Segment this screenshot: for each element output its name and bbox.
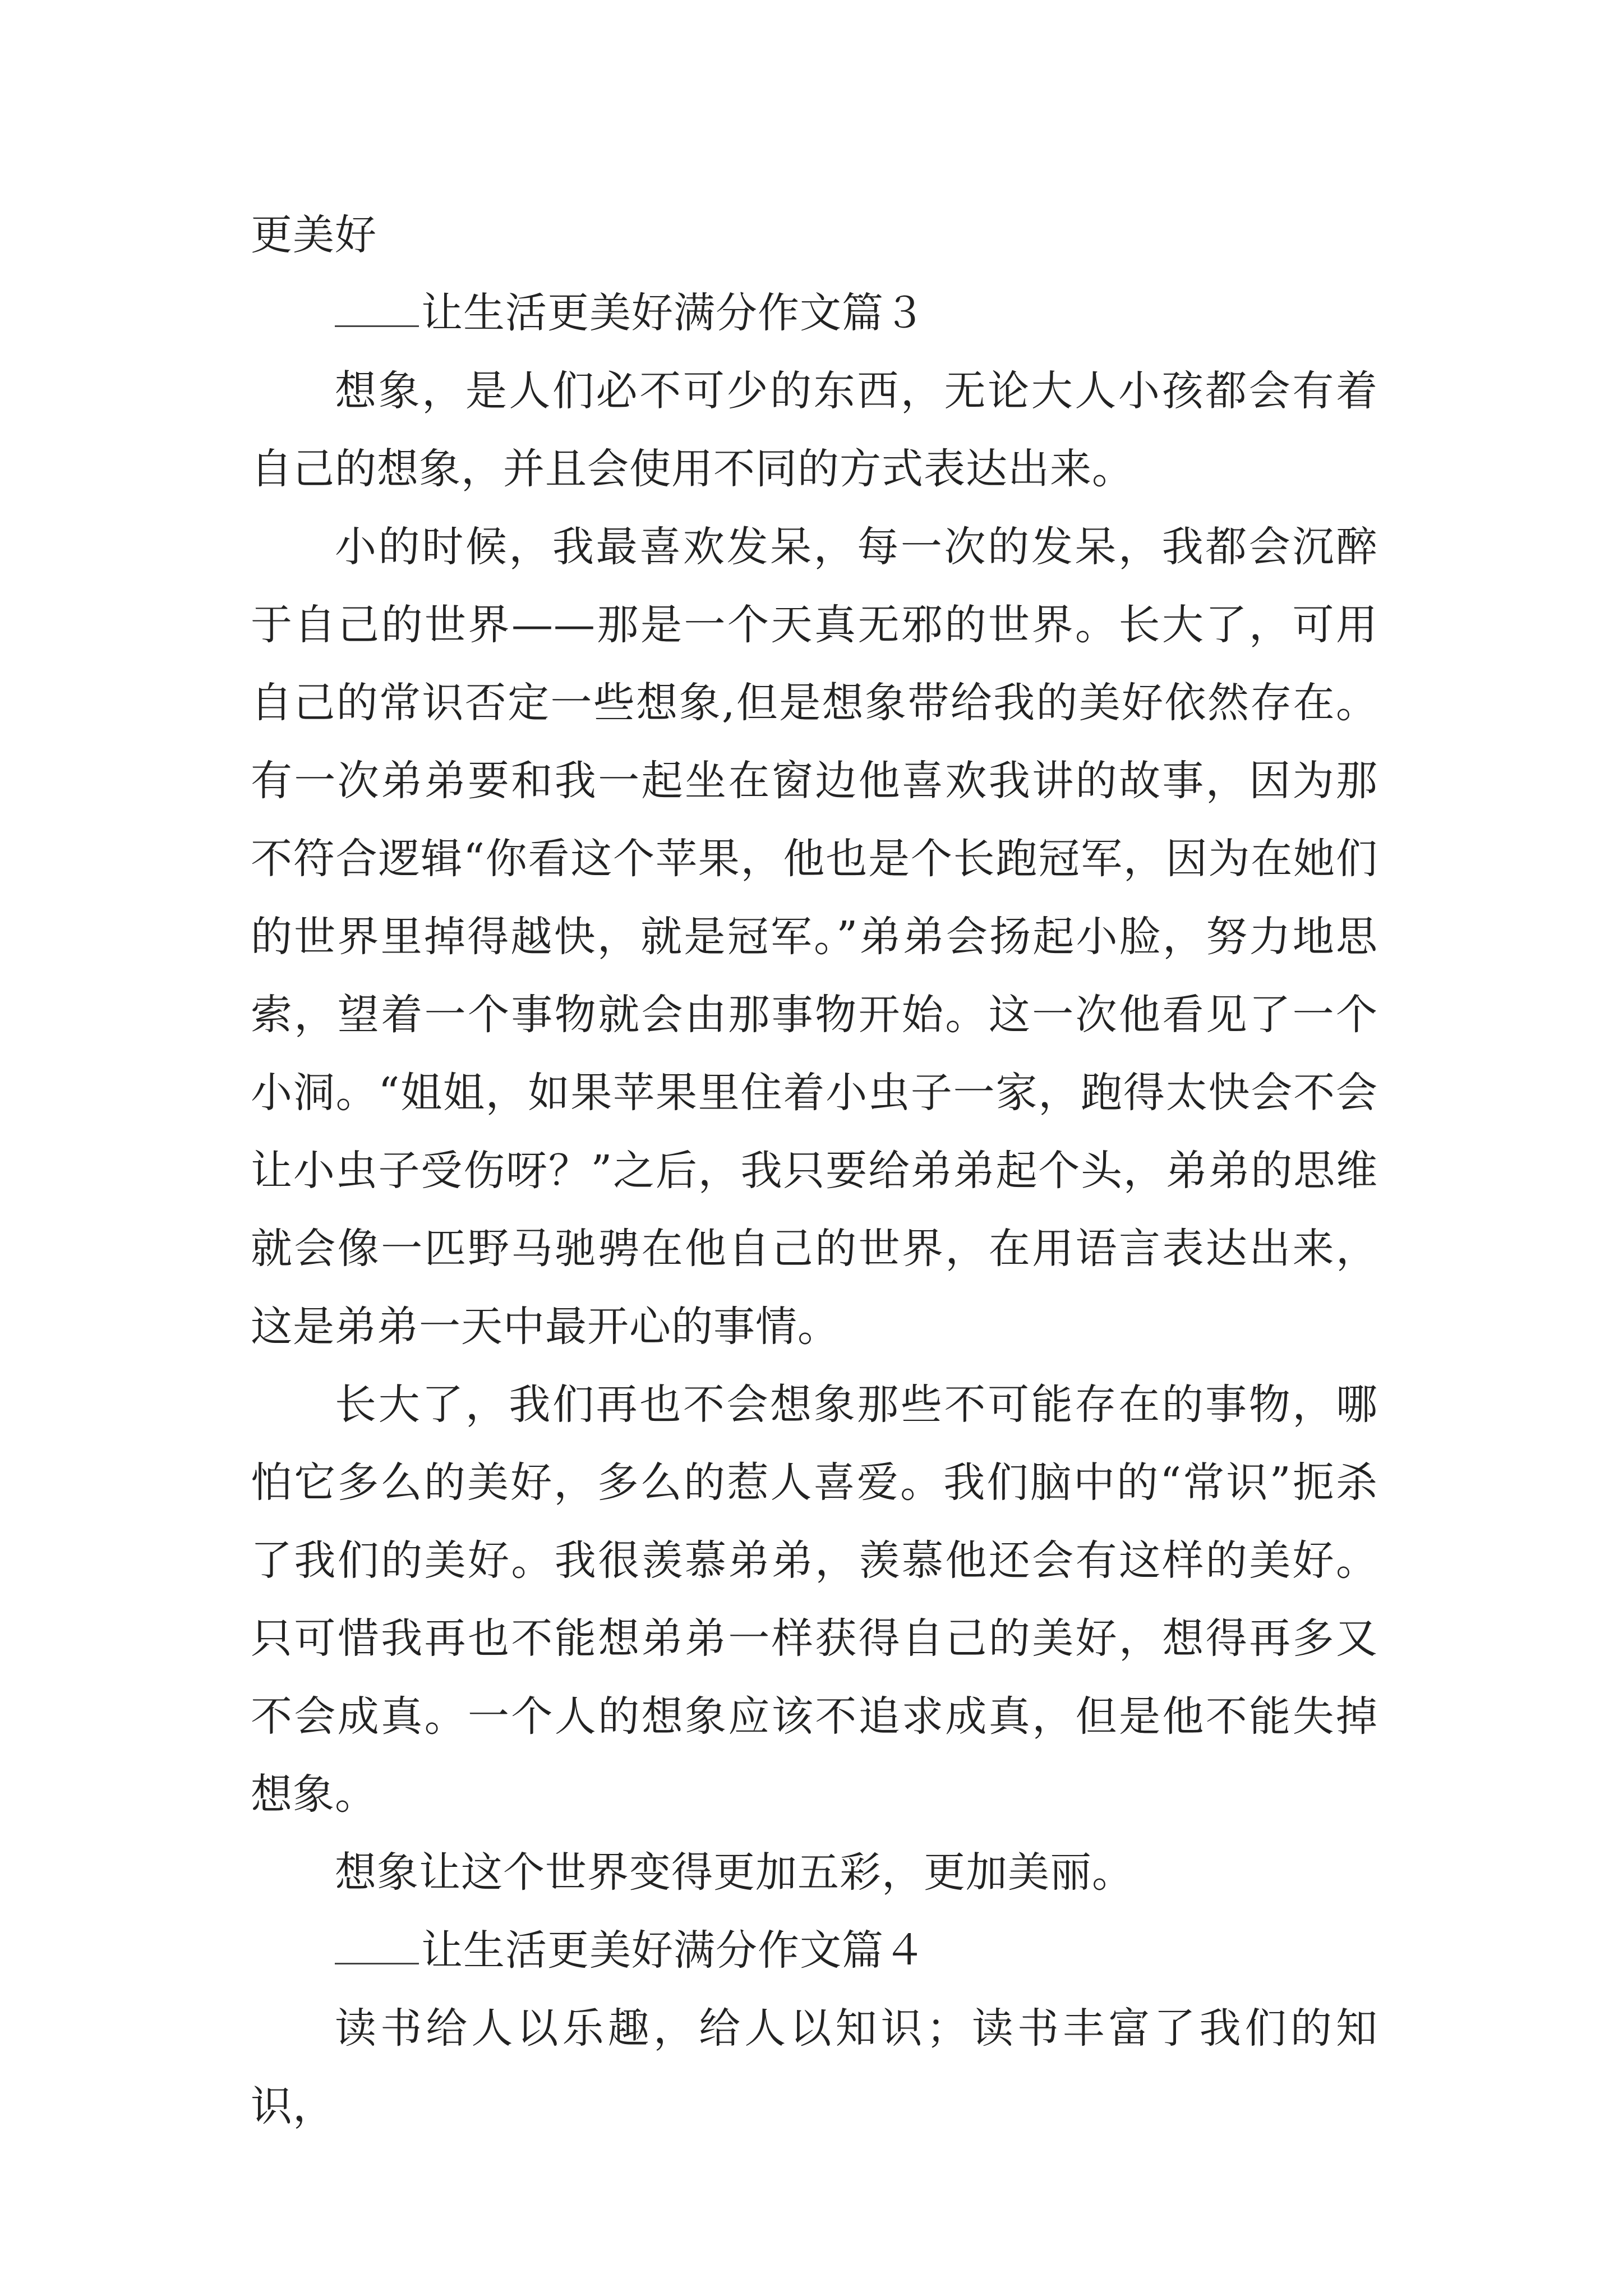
section-heading-4	[335, 1912, 1378, 1990]
continued-fragment: 更美好	[251, 211, 377, 259]
paragraph-5: 读书给人以乐趣，给人以知识；读书丰富了我们的知识，	[251, 2004, 1378, 2131]
paragraph-4: 想象让这个世界变得更加五彩，更加美丽。	[335, 1848, 1134, 1897]
title-blank-underline	[335, 322, 419, 327]
paragraph-2: 小的时候，我最喜欢发呆，每一次的发呆，我都会沉醉于自己的世界——那是一个天真无邪的世界。长大了，可用自己的常识否定一些想象,但是想象带给我的美好依然存在。有一次弟弟要和我一起坐在窗边他喜欢我讲的故事，因为那不符合逻辑“你看这个苹果，他也是个长跑冠军，因为在她们的世界里掉得越快，就是冠军。”弟弟会扬起小脸，努力地思索，望着一个事物就会由那事物开始。这一次他看见了一个小洞。“姐姐，如果苹果里住着小虫子一家，跑得太快会不会让小虫子受伤呀？”之后，我只要给弟弟起个头，弟弟的思维就会像一匹野马驰骋在他自己的世界，在用语言表达出来，这是弟弟一天中最开心的事情。	[251, 523, 1378, 1351]
section-heading-4-text: 让生活更美好满分作文篇４	[421, 1926, 926, 1975]
section-heading-3-text: 让生活更美好满分作文篇３	[421, 289, 926, 337]
document-body	[251, 196, 1378, 2146]
paragraph-1: 想象，是人们必不可少的东西，无论大人小孩都会有着自己的想象，并且会使用不同的方式表达出来。	[251, 367, 1378, 493]
title-blank-underline	[335, 1959, 419, 1964]
paragraph-3: 长大了，我们再也不会想象那些不可能存在的事物，哪怕它多么的美好，多么的惹人喜爱。我们脑中的“常识”扼杀了我们的美好。我很羡慕弟弟，羡慕他还会有这样的美好。只可惜我再也不能想弟弟一样获得自己的美好，想得再多又不会成真。一个人的想象应该不追求成真，但是他不能失掉想象。	[251, 1381, 1378, 1819]
section-heading-3	[335, 274, 1378, 352]
